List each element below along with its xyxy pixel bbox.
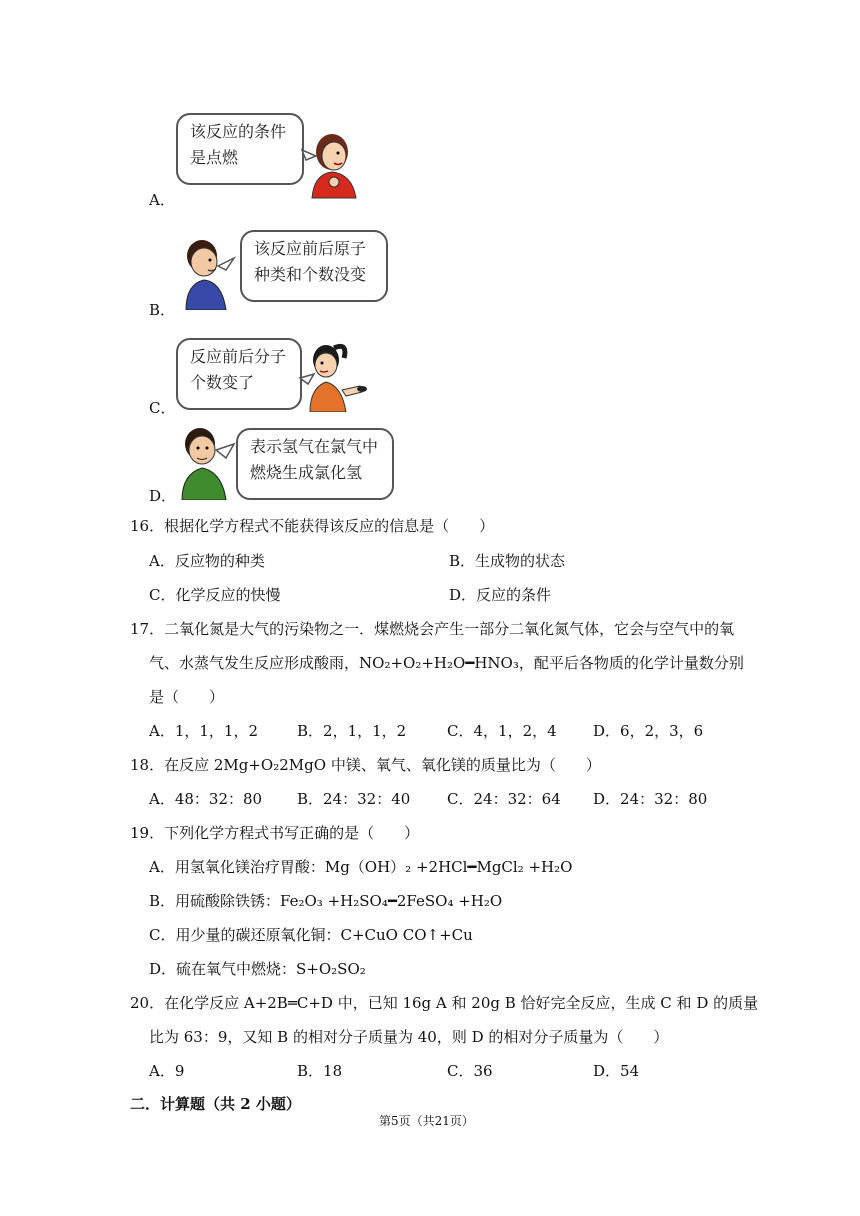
- option-letter-d: D．: [149, 487, 177, 505]
- q17-option-c: C．4，1，2，4: [447, 722, 557, 740]
- bubble-a-line1: 该反应的条件: [190, 122, 287, 141]
- q19-option-d-label: D．硫在氧气中燃烧：: [149, 960, 297, 978]
- q17-line2-suffix: ，配平后各物质的化学计量数分别: [518, 654, 744, 672]
- q17-line2-prefix: 气、水蒸气发生反应形成酸雨，: [149, 654, 360, 672]
- q17-option-a: A．1，1，1，2: [149, 722, 259, 740]
- q16-option-d: D．反应的条件: [449, 586, 552, 604]
- q17-line3: 是（ ）: [149, 688, 225, 706]
- bubble-b-line1: 该反应前后原子: [254, 239, 367, 258]
- q18-option-c: C．24：32：64: [447, 790, 561, 808]
- q20-line1: 20．在化学反应 A+2B═C+D 中，已知 16g A 和 20g B 恰好完全反应，生成 C 和 D 的质量: [130, 994, 759, 1012]
- q18-option-d: D．24：32：80: [593, 790, 708, 808]
- q20-option-b: B．18: [297, 1062, 343, 1080]
- girl-ponytail-cartoon-icon: [298, 338, 368, 412]
- speech-bubble-d: [236, 428, 394, 500]
- q16-stem: 16．根据化学方程式不能获得该反应的信息是（ ）: [130, 517, 495, 535]
- q20-option-c: C．36: [447, 1062, 493, 1080]
- q18-equation: 2Mg+O₂2MgO: [213, 756, 327, 774]
- q19-option-a: [149, 857, 572, 877]
- q20-option-d: D．54: [593, 1062, 640, 1080]
- q16-option-c: C．化学反应的快慢: [149, 586, 281, 604]
- q16-option-a: A．反应物的种类: [149, 552, 265, 570]
- speech-bubble-b: [240, 230, 388, 302]
- q19-option-d: [149, 959, 366, 979]
- girl-cartoon-icon: [298, 130, 360, 200]
- q18-option-b: B．24：32：40: [297, 790, 411, 808]
- q19-option-b-equation: Fe₂O₃ +H₂SO₄━2FeSO₄ +H₂O: [280, 892, 503, 910]
- q19-option-a-equation: Mg（OH）₂ +2HCl━MgCl₂ +H₂O: [324, 858, 573, 876]
- boy-cartoon-icon: [176, 236, 238, 310]
- q19-option-c-label: C．用少量的碳还原氧化铜：: [149, 926, 341, 944]
- bubble-b-line2: 种类和个数没变: [254, 265, 367, 284]
- q19-option-b-label: B．用硫酸除铁锈：: [149, 892, 281, 910]
- q17-line2: [149, 653, 744, 673]
- speech-bubble-a: [176, 113, 304, 185]
- bubble-c-line2: 个数变了: [190, 373, 255, 392]
- q18-stem-suffix: 中镁、氧气、氧化镁的质量比为（ ）: [326, 756, 601, 774]
- option-letter-b: B．: [149, 301, 176, 319]
- q17-equation: NO₂+O₂+H₂O━HNO₃: [359, 654, 519, 672]
- q17-option-b: B．2，1，1，2: [297, 722, 407, 740]
- q20-option-a: A．9: [149, 1062, 185, 1080]
- q19-option-d-equation: S+O₂SO₂: [296, 960, 366, 978]
- bubble-d-line2: 燃烧生成氯化氢: [250, 463, 363, 482]
- option-letter-a: A．: [149, 191, 175, 209]
- q18-stem-prefix: 18．在反应: [130, 756, 214, 774]
- section-heading: 二．计算题（共 2 小题）: [130, 1095, 301, 1113]
- boy-green-shirt-cartoon-icon: [176, 424, 238, 500]
- q16-option-b: B．生成物的状态: [449, 552, 566, 570]
- page-footer: 第5页（共21页）: [379, 1114, 474, 1128]
- q19-option-b: [149, 891, 502, 911]
- q19-option-a-label: A．用氢氧化镁治疗胃酸：: [149, 858, 325, 876]
- q19-option-c-equation: C+CuO CO↑+Cu: [340, 926, 473, 944]
- q17-line1: 17．二氧化氮是大气的污染物之一．煤燃烧会产生一部分二氧化氮气体，它会与空气中的氧: [130, 620, 735, 638]
- bubble-c-line1: 反应前后分子: [190, 347, 287, 366]
- q18-stem: [130, 755, 601, 775]
- speech-bubble-c: [176, 338, 302, 410]
- bubble-d-line1: 表示氢气在氯气中: [250, 437, 379, 456]
- option-letter-c: C．: [149, 399, 176, 417]
- q17-option-d: D．6，2，3，6: [593, 722, 704, 740]
- bubble-a-line2: 是点燃: [190, 148, 239, 167]
- q19-stem: 19．下列化学方程式书写正确的是（ ）: [130, 824, 420, 842]
- q20-line2: 比为 63：9，又知 B 的相对分子质量为 40，则 D 的相对分子质量为（ ）: [149, 1028, 669, 1046]
- q19-option-c: [149, 925, 473, 945]
- q18-option-a: A．48：32：80: [149, 790, 263, 808]
